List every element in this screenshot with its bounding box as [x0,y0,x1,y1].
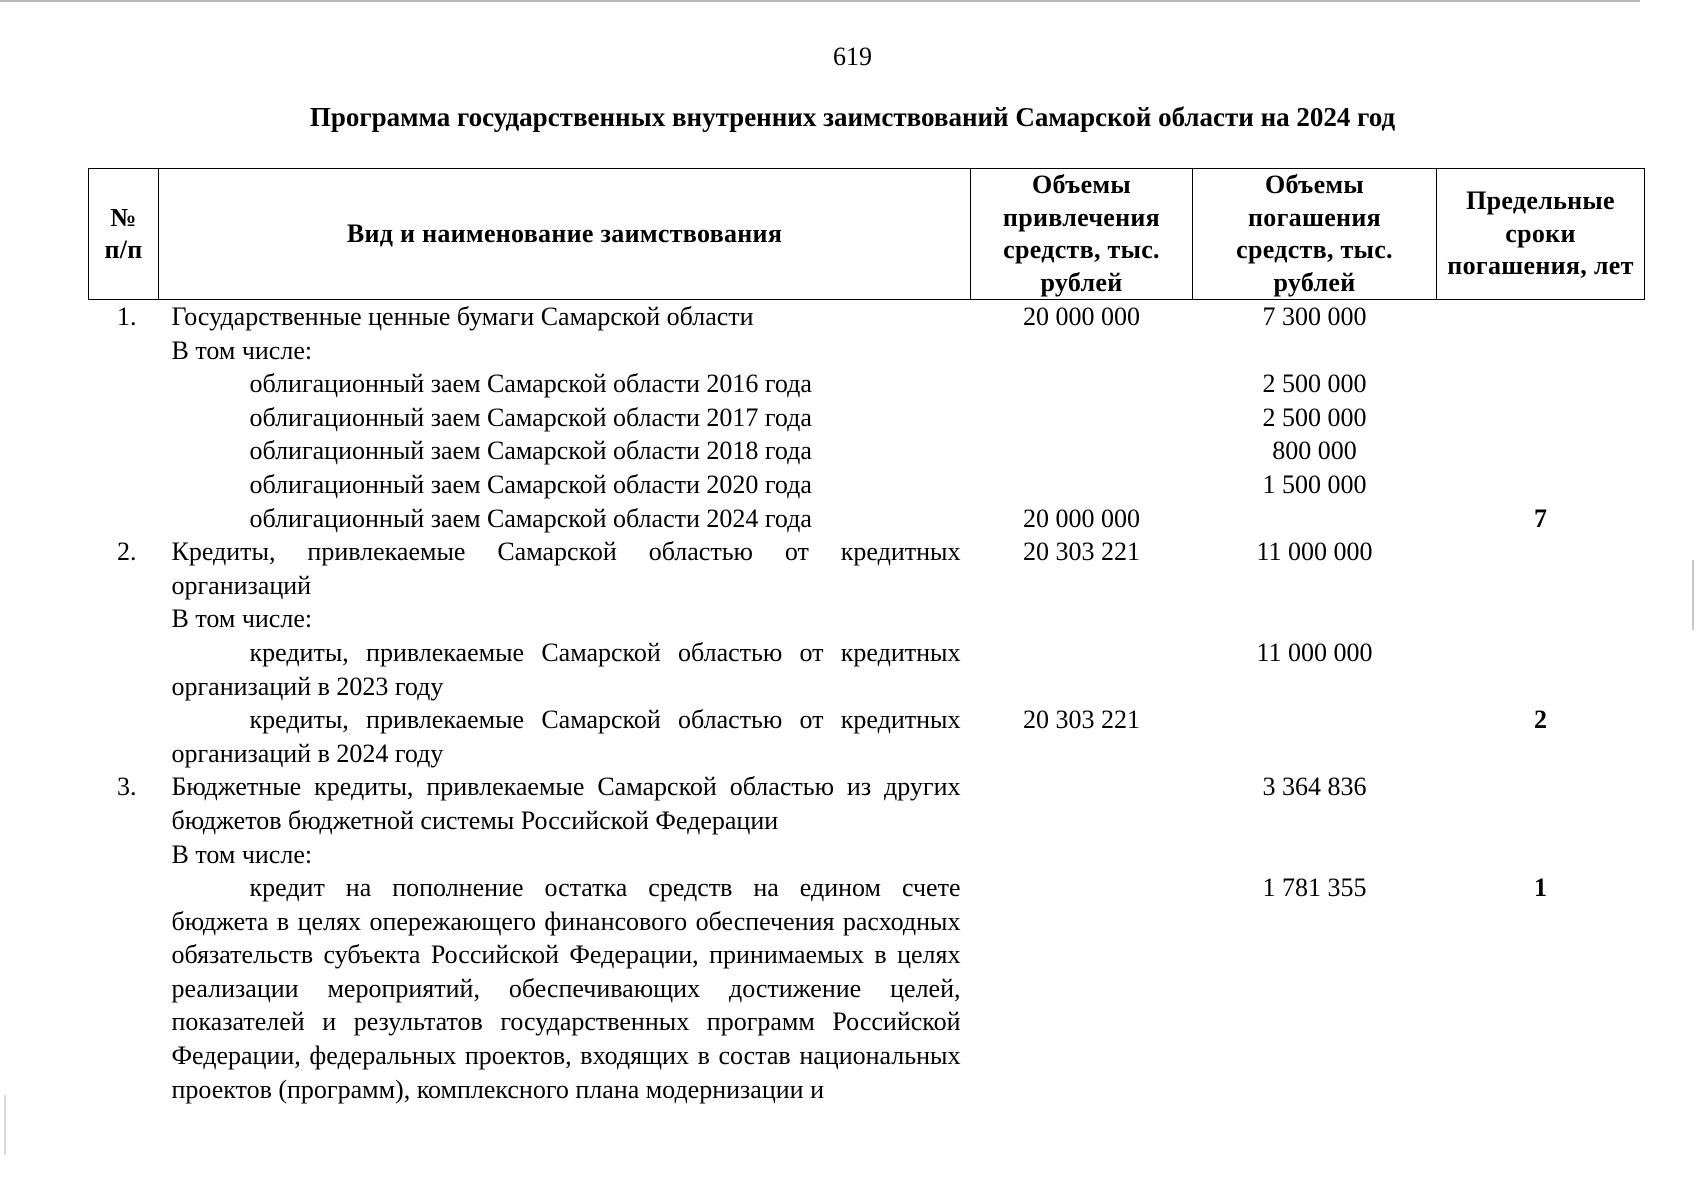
row-attraction [971,871,1193,1106]
header-num: № п/п [89,169,159,300]
table-row [89,636,1645,703]
row-term [1437,334,1645,368]
row-name: кредиты, привлекаемые Самарской областью от кредитных организаций в 2023 году [171,637,961,701]
page-number: 619 [833,42,872,71]
header-term: Предельные сроки погашения, лет [1437,169,1645,300]
document-title: Программа государственных внутренних заимствований Самарской области на 2024 год [309,102,1396,132]
row-term [1437,636,1645,703]
row-number [89,871,159,1106]
table-header [89,169,1645,300]
row-name: облигационный заем Самарской области 2020 года [249,469,812,499]
row-term [1437,535,1645,602]
row-number: 2. [117,537,137,567]
row-term [1437,770,1645,837]
row-attraction [971,636,1193,703]
header-repayment: Объемы погашения средств, тыс. рублей [1193,169,1437,300]
row-attraction: 20 303 221 [1023,705,1140,735]
row-name: Кредиты, привлекаемые Самарской областью от кредитных организаций [171,537,961,600]
table-header-row [89,169,1645,300]
row-number [89,502,159,536]
scan-edge-mark [4,1095,6,1155]
table-row [89,602,1645,636]
row-number [89,703,159,770]
row-repayment: 2 500 000 [1262,369,1367,399]
row-attraction [971,468,1193,502]
row-term [1437,838,1645,872]
table-row [89,300,1645,334]
row-attraction [971,838,1193,872]
row-repayment [1193,703,1437,770]
row-number: 3. [117,772,137,802]
table-body [89,300,1645,1107]
row-term [1437,367,1645,401]
row-number [89,468,159,502]
row-attraction [971,401,1193,435]
row-name: облигационный заем Самарской области 2017 года [249,402,812,432]
row-term: 1 [1534,873,1547,903]
row-name: В том числе: [171,335,313,365]
scan-top-border [0,0,1640,2]
table-row [89,703,1645,770]
row-name: кредит на пополнение остатка средств на едином счете бюджета в целях опережающего финансового обеспечения расходных обязательств субъекта Российской Федерации, принимаемых в целях реализации мероприятий, обеспечивающих достижение целей, показателей и результатов государственных программ Российской Федерации, федеральных проектов, входящих в состав национальных проектов (программ), комплексного плана модернизации и [171,873,961,1104]
scan-edge-mark [1692,560,1694,630]
table-row [89,871,1645,1106]
table-row [89,468,1645,502]
table-row [89,434,1645,468]
table-row [89,367,1645,401]
row-number [89,838,159,872]
row-term: 2 [1534,705,1547,735]
table-row [89,838,1645,872]
row-number: 1. [117,302,137,331]
row-attraction: 20 000 000 [1023,503,1140,533]
table-row [89,535,1645,602]
row-repayment: 800 000 [1272,436,1357,466]
row-number [89,636,159,703]
table-row [89,401,1645,435]
row-repayment: 2 500 000 [1262,402,1367,432]
row-attraction: 20 303 221 [1023,537,1140,567]
row-attraction [971,770,1193,837]
row-repayment [1193,334,1437,368]
header-attraction: Объемы привлечения средств, тыс. рублей [971,169,1193,300]
row-number [89,434,159,468]
row-term: 7 [1534,503,1547,533]
row-repayment [1193,502,1437,536]
row-attraction [971,334,1193,368]
header-name: Вид и наименование заимствования [159,169,971,300]
row-repayment: 1 781 355 [1262,873,1367,903]
table-row [89,770,1645,837]
row-attraction [971,367,1193,401]
row-number [89,334,159,368]
row-term [1437,401,1645,435]
table-row [89,502,1645,536]
row-repayment: 11 000 000 [1256,637,1373,667]
row-attraction [971,602,1193,636]
row-name: облигационный заем Самарской области 2018 года [249,436,812,466]
table-row [89,334,1645,368]
row-attraction [971,434,1193,468]
row-attraction: 20 000 000 [1023,302,1140,331]
row-name: В том числе: [171,604,313,634]
row-term [1437,468,1645,502]
row-repayment: 1 500 000 [1262,469,1367,499]
row-number [89,401,159,435]
row-term [1437,434,1645,468]
row-repayment [1193,838,1437,872]
row-name: В том числе: [171,839,313,869]
row-repayment: 11 000 000 [1256,537,1373,567]
row-term [1437,300,1645,334]
row-repayment [1193,602,1437,636]
row-number [89,602,159,636]
row-name: облигационный заем Самарской области 2024 года [249,503,812,533]
row-name: облигационный заем Самарской области 2016 года [249,369,812,399]
row-repayment: 3 364 836 [1262,772,1367,802]
row-repayment: 7 300 000 [1262,302,1367,331]
row-term [1437,602,1645,636]
row-name: кредиты, привлекаемые Самарской областью от кредитных организаций в 2024 году [171,705,961,768]
row-name: Государственные ценные бумаги Самарской области [171,302,754,331]
borrowing-program-table [88,168,1645,1106]
row-number [89,367,159,401]
row-name: Бюджетные кредиты, привлекаемые Самарской областью из других бюджетов бюджетной системы Российской Федерации [171,772,961,835]
